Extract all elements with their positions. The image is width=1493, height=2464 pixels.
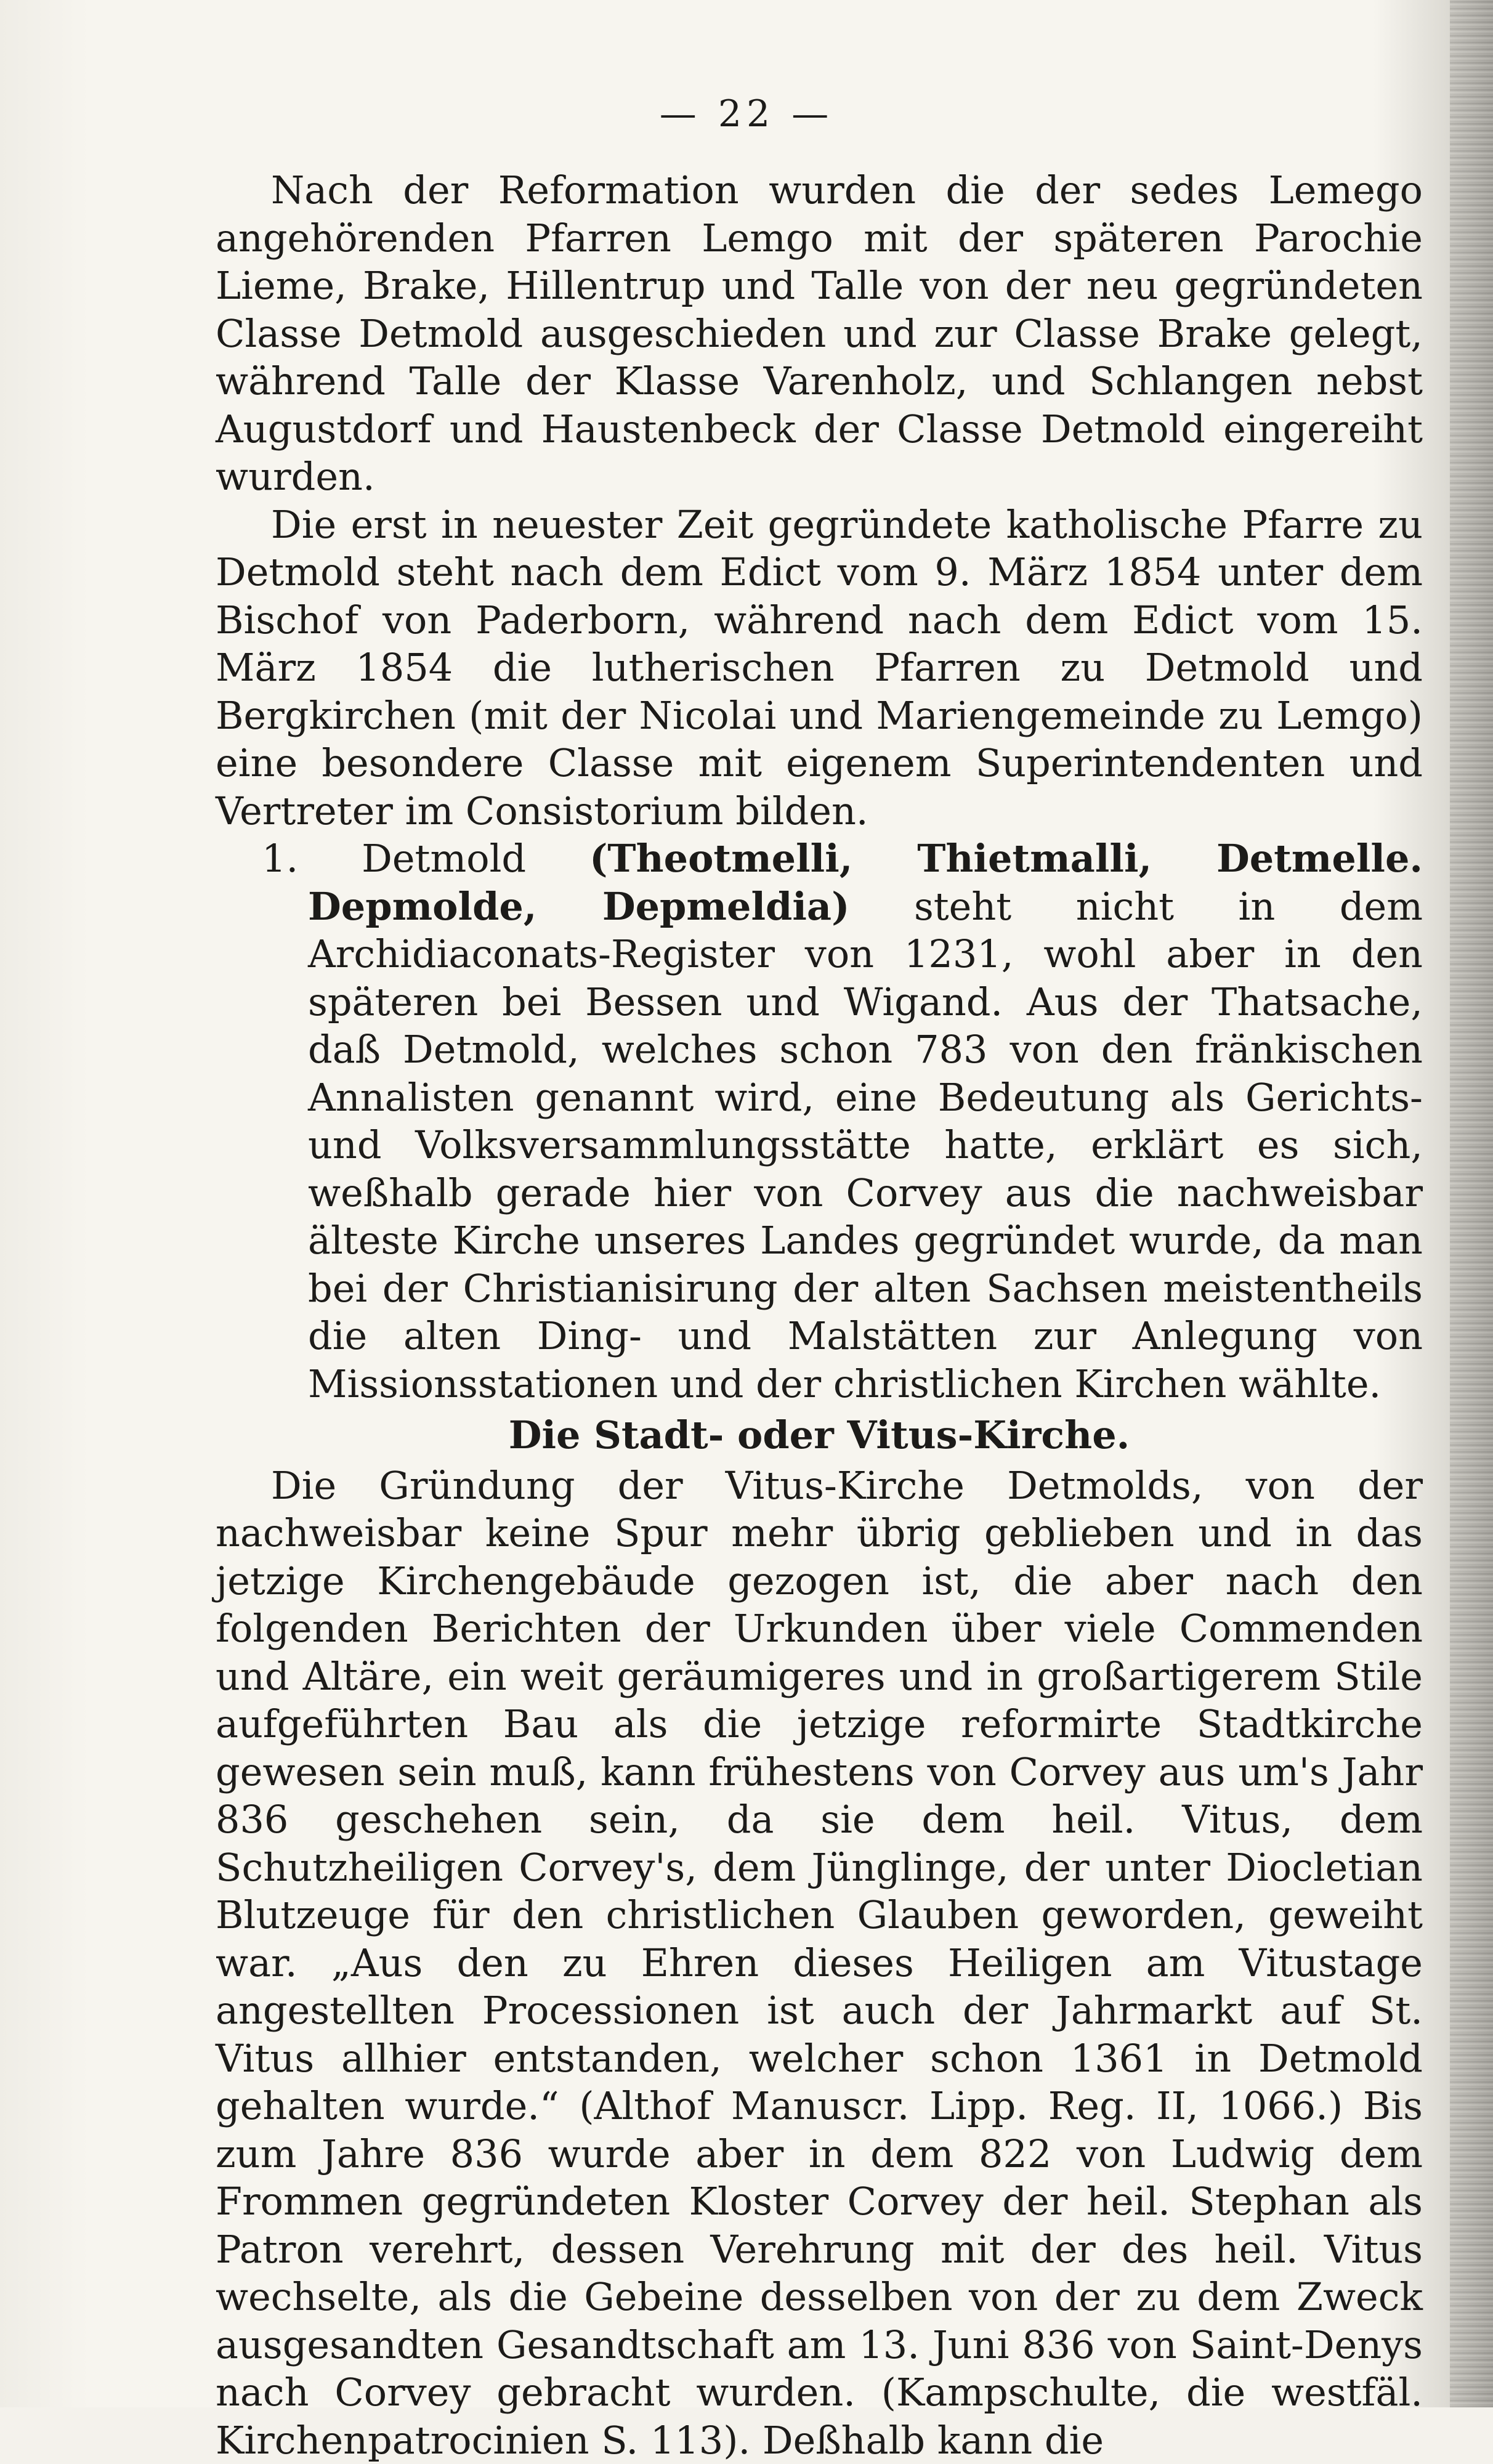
entry-historic-names: (Theotmelli, Thietmalli, Detmelle. Depmolde, Depmeldia): [308, 836, 1423, 929]
section-heading: Die Stadt- oder Vitus-Kirche.: [216, 1408, 1423, 1462]
body-text: [216, 166, 1423, 2464]
scan-edge-shadow: [1450, 0, 1493, 2407]
paragraph-reformation: Nach der Reformation wurden die der sedes Lemego angehörenden Pfarren Lemgo mit der späteren Parochie Lieme, Brake, Hillentrup und Talle von der neu gegründeten Classe Detmold ausgeschieden und zur Classe Brake gelegt, während Talle der Klasse Varenholz, und Schlangen nebst Augustdorf und Haustenbeck der Classe Detmold eingereiht wurden.: [216, 166, 1423, 501]
paragraph-vitus-church: Die Gründung der Vitus-Kirche Detmolds, von der nachweisbar keine Spur mehr übrig geblieben und in das jetzige Kirchengebäude gezogen ist, die aber nach den folgenden Berichten der Urkunden über viele Commenden und Altäre, ein weit geräumigeres und in großartigerem Stile aufgeführten Bau als die jetzige reformirte Stadtkirche gewesen sein muß, kann frühestens von Corvey aus um's Jahr 836 geschehen sein, da sie dem heil. Vitus, dem Schutzheiligen Corvey's, dem Jünglinge, der unter Diocletian Blutzeuge für den christlichen Glauben geworden, geweiht war. „Aus den zu Ehren dieses Heiligen am Vitustage angestellten Processionen ist auch der Jahrmarkt auf St. Vitus allhier entstanden, welcher schon 1361 in Detmold gehalten wurde.“ (Althof Manuscr. Lipp. Reg. II, 1066.) Bis zum Jahre 836 wurde aber in dem 822 von Ludwig dem Frommen gegründeten Kloster Corvey der heil. Stephan als Patron verehrt, dessen Verehrung mit der des heil. Vitus wechselte, als die Gebeine desselben von der zu dem Zweck ausgesandten Gesandtschaft am 13. Juni 836 von Saint-Denys nach Corvey gebracht wurden. (Kampschulte, die westfäl. Kirchenpatrocinien S. 113). Deßhalb kann die: [216, 1462, 1423, 2464]
entry-description: steht nicht in dem Archidiaconats-Register von 1231, wohl aber in den späteren bei Bessen und Wigand. Aus der Thatsache, daß Detmold, welches schon 783 von den fränkischen Annalisten genannt wird, eine Bedeutung als Gerichts- und Volksversammlungsstätte hatte, erklärt es sich, weßhalb gerade hier von Corvey aus die nachweisbar älteste Kirche unseres Landes gegründet wurde, da man bei der Christianisirung der alten Sachsen meistentheils die alten Ding- und Malstätten zur Anlegung von Missionsstationen und der christlichen Kirchen wählte.: [308, 884, 1423, 1406]
paragraph-catholic-parish: Die erst in neuester Zeit gegründete katholische Pfarre zu Detmold steht nach dem Edict vom 9. März 1854 unter dem Bischof von Paderborn, während nach dem Edict vom 15. März 1854 die lutherischen Pfarren zu Detmold und Bergkirchen (mit der Nicolai und Mariengemeinde zu Lemgo) eine besondere Classe mit eigenem Superintendenten und Vertreter im Consistorium bilden.: [216, 501, 1423, 835]
paragraph-detmold-entry: [216, 835, 1423, 1408]
entry-place-name: Detmold: [362, 836, 526, 881]
page-number: — 22 —: [0, 92, 1493, 136]
entry-number: 1.: [262, 836, 298, 881]
